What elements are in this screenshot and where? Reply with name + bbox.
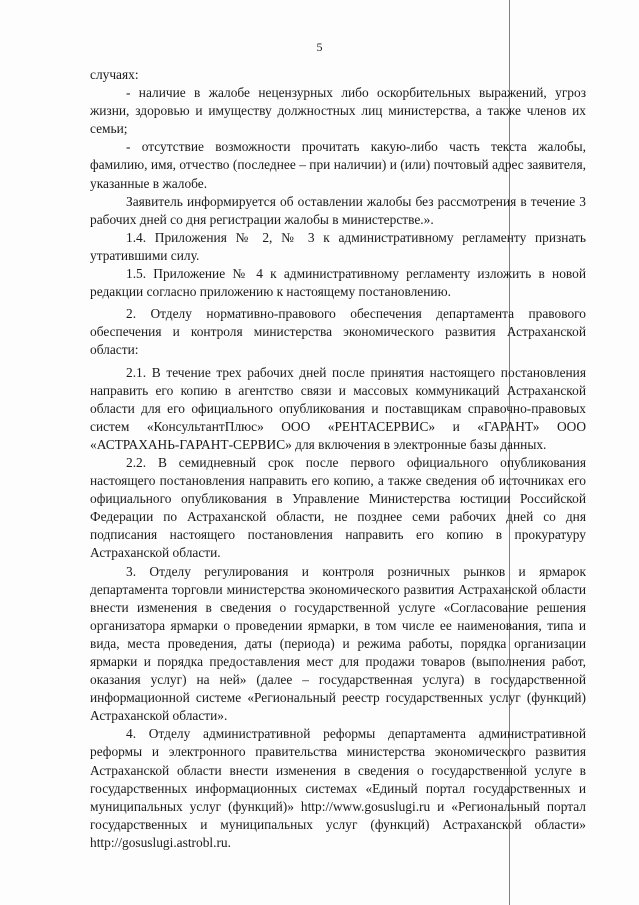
document-body (90, 66, 586, 852)
paragraph-2-2: 2.2. В семидневный срок после первого официального опубликования настоящего постановления направить его копию, а также сведения об источниках его официального опубликования в Управление Министерства юстиции Российской Федерации по Астраханской области, не позднее семи рабочих дней со дня подписания настоящего постановления направить его копию в прокуратуру Астраханской области. (90, 454, 586, 561)
page-number: 5 (316, 40, 323, 54)
paragraph-1-4: 1.4. Приложения № 2, № 3 к административному регламенту признать утратившими силу. (90, 229, 586, 263)
paragraph-2-1: 2.1. В течение трех рабочих дней после принятия настоящего постановления направить его копию в агентство связи и массовых коммуникаций Астраханской области для его официального опубликования и поставщикам справочно-правовых систем «КонсультантПлюс» ООО «РЕНТАСЕРВИС» и «ГАРАНТ» ООО «АСТРАХАНЬ-ГАРАНТ-СЕРВИС» для включения в электронные базы данных. (90, 364, 586, 452)
paragraph-2: 2. Отделу нормативно-правового обеспечения департамента правового обеспечения и контроля министерства экономического развития Астраханской области: (90, 306, 586, 358)
paragraph-1-5: 1.5. Приложение № 4 к административному регламенту изложить в новой редакции согласно приложению к настоящему постановлению. (90, 266, 586, 300)
paragraph-unreadable-text: - отсутствие возможности прочитать какую-либо часть текста жалобы, фамилию, имя, отчество (последнее – при наличии) и (или) почтовый адрес заявителя, указанные в жалобе. (90, 139, 586, 191)
paragraph-3: 3. Отделу регулирования и контроля розничных рынков и ярмарок департамента торговли министерства экономического развития Астраханской области внести изменения в сведения о государственной услуге «Согласование решения организатора ярмарки о проведении ярмарки, в том числе ее наименования, типа и вида, места проведения, даты (периода) и режима работы, порядка организации ярмарки и порядка предоставления мест для продажи товаров (выполнения работ, оказания услуг) на ней» (далее – государственная услуга) в государственной информационной системе «Региональный реестр государственных услуг (функций) Астраханской области». (90, 563, 586, 724)
paragraph-applicant-informed: Заявитель информируется об оставлении жалобы без рассмотрения в течение 3 рабочих дней со дня регистрации жалобы в министерстве.». (90, 193, 586, 227)
paragraph-cases-intro: случаях: (90, 67, 139, 82)
paragraph-obscene-language: - наличие в жалобе нецензурных либо оскорбительных выражений, угроз жизни, здоровью и имуществу должностных лиц министерства, а также членов их семьи; (90, 85, 586, 137)
paragraph-4: 4. Отделу административной реформы департамента административной реформы и электронного правительства министерства экономического развития Астраханской области внести изменения в сведения о государственной услуге в государственных информационных системах «Единый портал государственных и муниципальных услуг (функций)» http://www.gosuslugi.ru и «Региональный портал государственных и муниципальных услуг (функций) Астраханской области» http://gosuslugi.astrobl.ru. (90, 726, 586, 850)
